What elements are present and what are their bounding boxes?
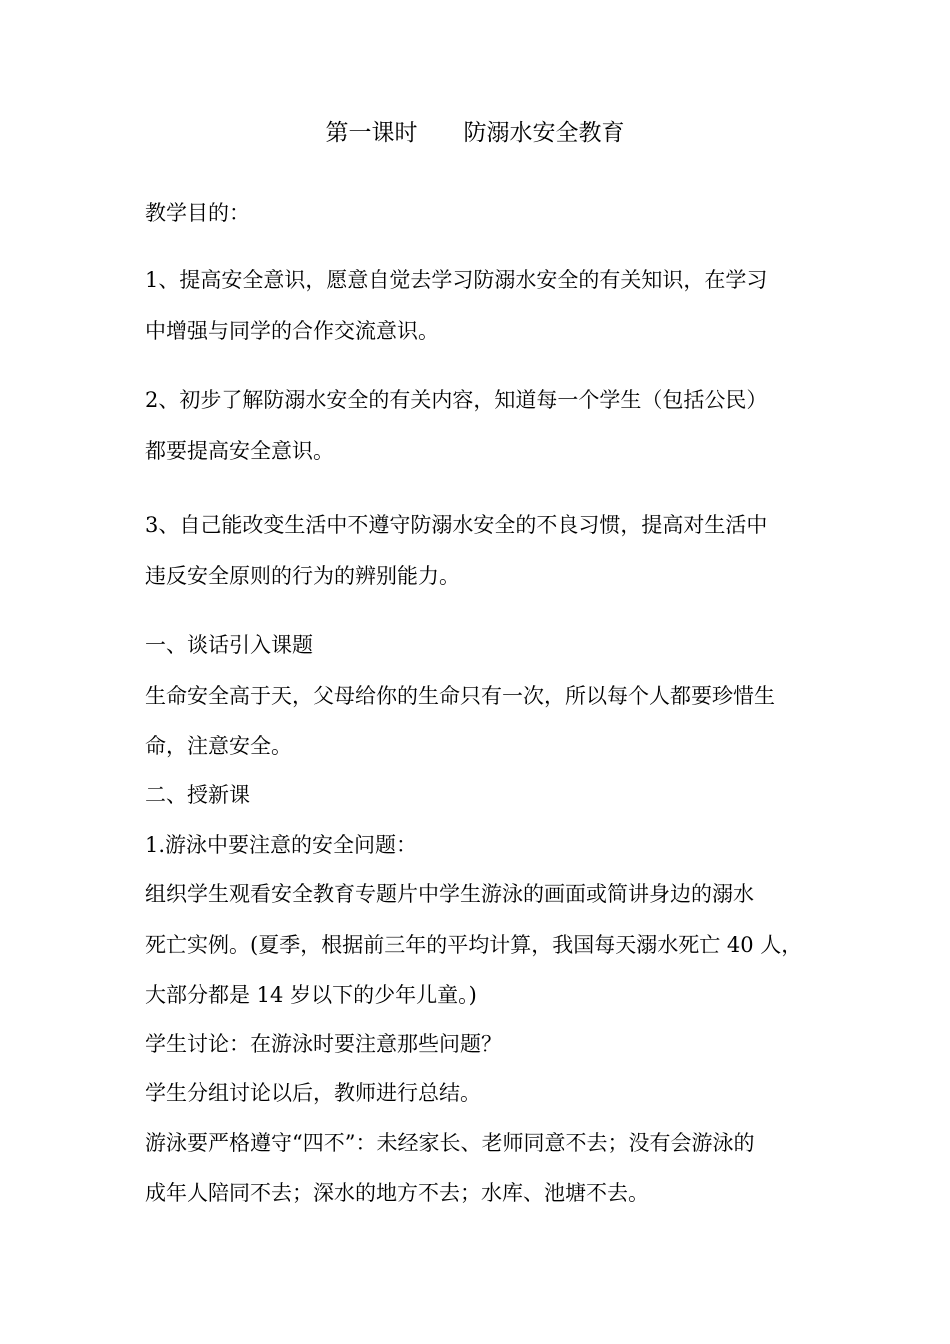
text-line: 游泳要严格遵守“四不”：未经家长、老师同意不去；没有会游泳的 bbox=[145, 1131, 755, 1155]
page-title: 第一课时 防溺水安全教育 bbox=[325, 120, 625, 146]
text-line: 1、提高安全意识，愿意自觉去学习防溺水安全的有关知识，在学习 bbox=[145, 268, 768, 292]
subsection-heading: 1.游泳中要注意的安全问题： bbox=[145, 833, 418, 857]
text-line: 违反安全原则的行为的辨别能力。 bbox=[145, 564, 460, 588]
section-heading: 二、授新课 bbox=[145, 783, 250, 807]
text-line: 都要提高安全意识。 bbox=[145, 439, 334, 463]
text-line: 2、初步了解防溺水安全的有关内容，知道每一个学生（包括公民） bbox=[145, 388, 768, 412]
text-line: 学生分组讨论以后，教师进行总结。 bbox=[145, 1081, 481, 1105]
text-line: 命，注意安全。 bbox=[145, 734, 292, 758]
text-line: 死亡实例。(夏季，根据前三年的平均计算，我国每天溺水死亡 40 人， bbox=[145, 933, 803, 957]
text-line: 中增强与同学的合作交流意识。 bbox=[145, 319, 439, 343]
text-line: 学生讨论：在游泳时要注意那些问题？ bbox=[145, 1032, 502, 1056]
text-line: 成年人陪同不去；深水的地方不去；水库、池塘不去。 bbox=[145, 1181, 649, 1205]
text-line: 组织学生观看安全教育专题片中学生游泳的画面或简讲身边的溺水 bbox=[145, 882, 754, 906]
text-line: 生命安全高于天，父母给你的生命只有一次，所以每个人都要珍惜生 bbox=[145, 684, 775, 708]
section-heading: 一、谈话引入课题 bbox=[145, 633, 313, 657]
text-line: 大部分都是 14 岁以下的少年儿童。) bbox=[145, 983, 477, 1007]
text-line: 3、自己能改变生活中不遵守防溺水安全的不良习惯，提高对生活中 bbox=[145, 513, 768, 537]
text-line: 教学目的： bbox=[145, 201, 250, 225]
